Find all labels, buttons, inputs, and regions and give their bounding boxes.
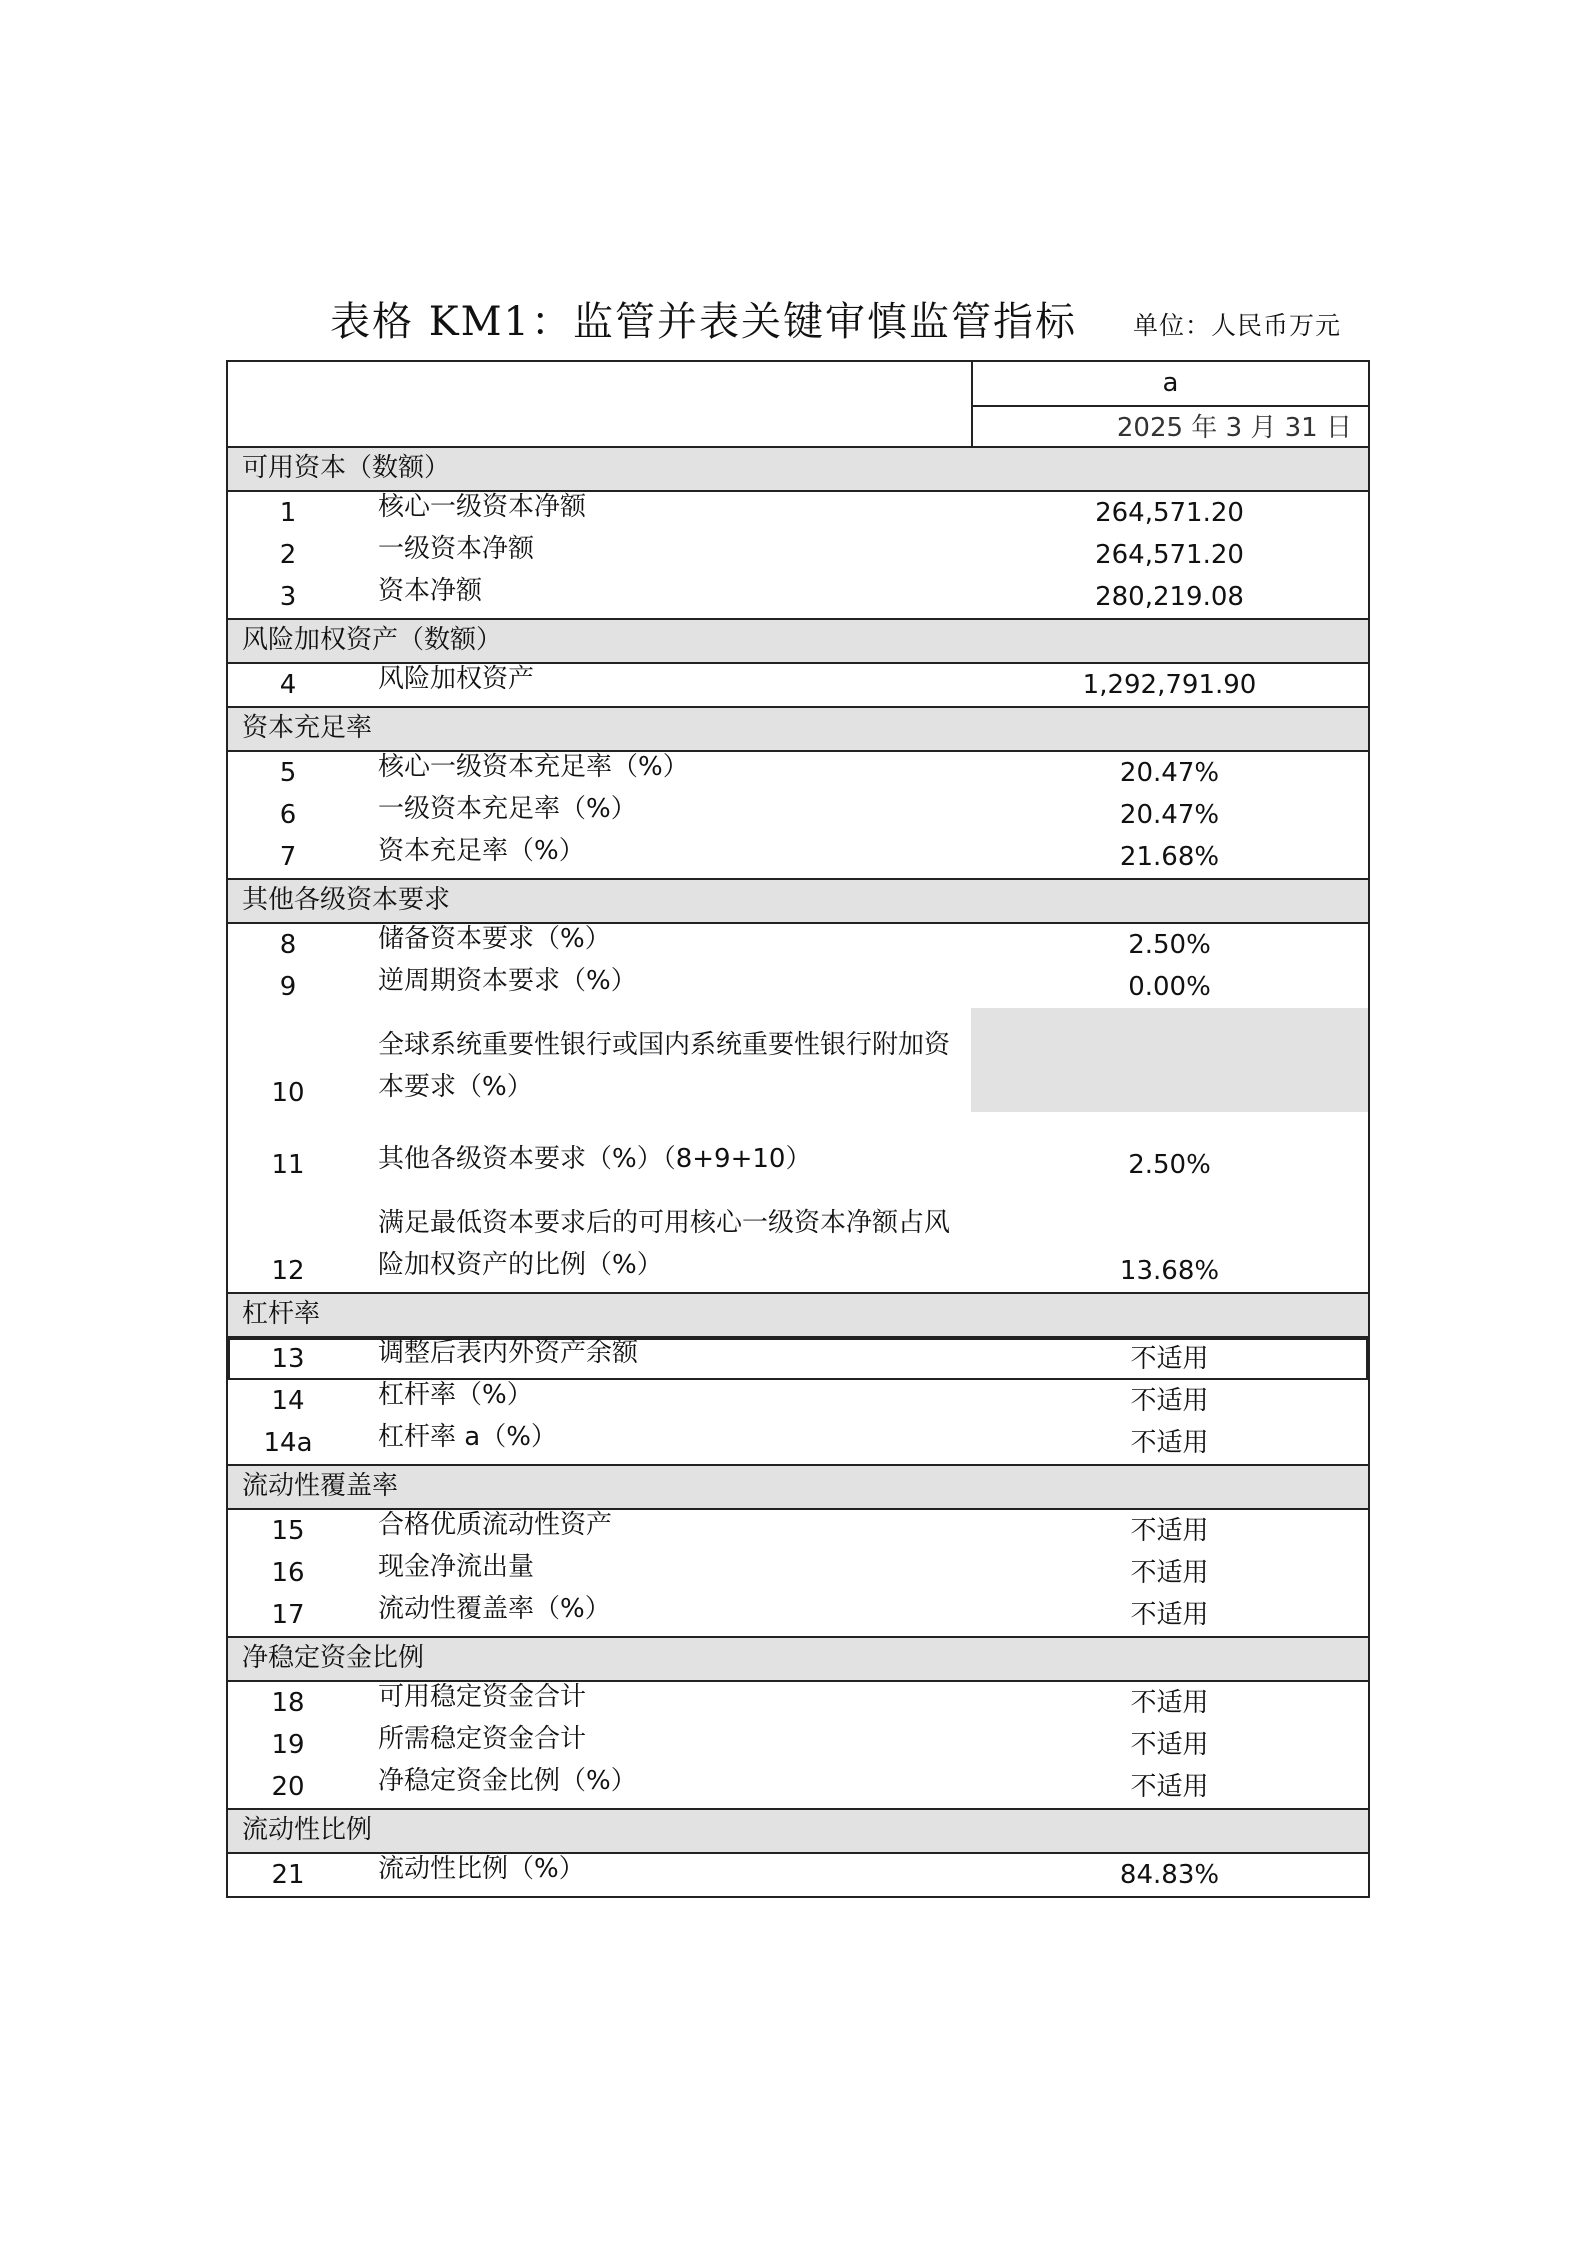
- row-value: 13.68%: [1119, 1256, 1220, 1286]
- section-header: 流动性比例: [226, 1810, 1370, 1854]
- section-header: 风险加权资产（数额）: [226, 620, 1370, 664]
- row-label: 杠杆率（%）: [378, 1380, 533, 1410]
- table-row: [228, 1594, 1368, 1636]
- table-row: [228, 1422, 1368, 1464]
- row-value: 2.50%: [1128, 930, 1211, 960]
- row-number: 14a: [263, 1428, 313, 1458]
- row-label: 全球系统重要性银行或国内系统重要性银行附加资本要求（%）: [378, 1030, 951, 1102]
- section-body: [226, 1338, 1370, 1466]
- row-label: 满足最低资本要求后的可用核心一级资本净额占风险加权资产的比例（%）: [378, 1208, 951, 1280]
- row-number: 17: [271, 1600, 305, 1630]
- section-body: [226, 752, 1370, 880]
- table-row: [228, 1114, 1368, 1186]
- row-number: 7: [279, 842, 297, 872]
- row-value: 1,292,791.90: [1082, 670, 1257, 700]
- row-value: 264,571.20: [1095, 498, 1244, 528]
- row-number: 4: [279, 670, 297, 700]
- row-value: 20.47%: [1119, 758, 1220, 788]
- row-number: 11: [271, 1150, 305, 1180]
- section-body: [226, 1682, 1370, 1810]
- table-title: 表格 KM1：监管并表关键审慎监管指标: [330, 299, 1078, 345]
- section-body: [226, 664, 1370, 708]
- row-number: 21: [271, 1860, 305, 1890]
- section-header: 资本充足率: [226, 708, 1370, 752]
- table-row: [228, 1854, 1368, 1896]
- row-label: 核心一级资本净额: [378, 492, 587, 522]
- row-value: 不适用: [1130, 1688, 1209, 1718]
- header-value-column: [971, 362, 1368, 446]
- section-header: 流动性覆盖率: [226, 1466, 1370, 1510]
- row-label: 现金净流出量: [378, 1552, 535, 1582]
- row-label: 储备资本要求（%）: [378, 924, 611, 954]
- row-label: 流动性覆盖率（%）: [378, 1594, 611, 1624]
- row-number: 3: [279, 582, 297, 612]
- row-label: 杠杆率 a（%）: [378, 1422, 557, 1452]
- row-value: 不适用: [1130, 1600, 1209, 1630]
- row-value: 不适用: [1130, 1344, 1209, 1374]
- table-row: [228, 966, 1368, 1008]
- row-number: 6: [279, 800, 297, 830]
- row-value: 不适用: [1130, 1428, 1209, 1458]
- row-number: 13: [271, 1344, 305, 1374]
- row-number: 10: [271, 1078, 305, 1108]
- section-header: 可用资本（数额）: [226, 448, 1370, 492]
- row-value: 21.68%: [1119, 842, 1220, 872]
- section-header: 杠杆率: [226, 1294, 1370, 1338]
- row-value: 20.47%: [1119, 800, 1220, 830]
- row-number: 20: [271, 1772, 305, 1802]
- row-label: 合格优质流动性资产: [378, 1510, 613, 1540]
- row-number: 8: [279, 930, 297, 960]
- row-label: 资本充足率（%）: [378, 836, 585, 866]
- row-label: 核心一级资本充足率（%）: [378, 752, 689, 782]
- table-header: [226, 360, 1370, 448]
- table-row: [228, 664, 1368, 706]
- row-number: 15: [271, 1516, 305, 1546]
- row-value: 280,219.08: [1095, 582, 1244, 612]
- table-row: [228, 1766, 1368, 1808]
- row-label: 调整后表内外资产余额: [378, 1338, 639, 1368]
- unit-note: 单位：人民币万元: [1133, 311, 1342, 340]
- section-body: [226, 492, 1370, 620]
- row-label: 其他各级资本要求（%）（8+9+10）: [378, 1144, 812, 1174]
- row-value: 不适用: [1130, 1772, 1209, 1802]
- row-number: 18: [271, 1688, 305, 1718]
- row-value: 不适用: [1130, 1558, 1209, 1588]
- row-label: 一级资本净额: [378, 534, 535, 564]
- row-value: 不适用: [1130, 1730, 1209, 1760]
- row-value: 不适用: [1130, 1386, 1209, 1416]
- section-body: [226, 1854, 1370, 1898]
- row-label: 净稳定资金比例（%）: [378, 1766, 637, 1796]
- row-number: 5: [279, 758, 297, 788]
- section-body: [226, 1510, 1370, 1638]
- row-value: 不适用: [1130, 1516, 1209, 1546]
- table-row: [228, 1008, 1368, 1114]
- row-label: 可用稳定资金合计: [378, 1682, 587, 1712]
- row-value: 264,571.20: [1095, 540, 1244, 570]
- section-header: 其他各级资本要求: [226, 880, 1370, 924]
- row-label: 逆周期资本要求（%）: [378, 966, 637, 996]
- row-value: 0.00%: [1128, 972, 1211, 1002]
- table-row: [228, 836, 1368, 878]
- km1-table: [226, 360, 1370, 1898]
- report-date: 2025 年 3 月 31 日: [1116, 413, 1352, 443]
- row-label: 所需稳定资金合计: [378, 1724, 587, 1754]
- table-row: [228, 576, 1368, 618]
- row-number: 2: [279, 540, 297, 570]
- row-label: 流动性比例（%）: [378, 1854, 585, 1884]
- row-number: 14: [271, 1386, 305, 1416]
- row-label: 资本净额: [378, 576, 483, 606]
- shaded-cell: [971, 1008, 1368, 1112]
- section-header: 净稳定资金比例: [226, 1638, 1370, 1682]
- table-row: [228, 1186, 1368, 1292]
- row-number: 1: [279, 498, 297, 528]
- row-label: 一级资本充足率（%）: [378, 794, 637, 824]
- row-label: 风险加权资产: [378, 664, 535, 694]
- column-label: a: [973, 362, 1368, 407]
- row-value: 84.83%: [1119, 1860, 1220, 1890]
- row-number: 9: [279, 972, 297, 1002]
- row-value: 2.50%: [1128, 1150, 1211, 1180]
- row-number: 16: [271, 1558, 305, 1588]
- row-number: 12: [271, 1256, 305, 1286]
- row-number: 19: [271, 1730, 305, 1760]
- section-body: [226, 924, 1370, 1294]
